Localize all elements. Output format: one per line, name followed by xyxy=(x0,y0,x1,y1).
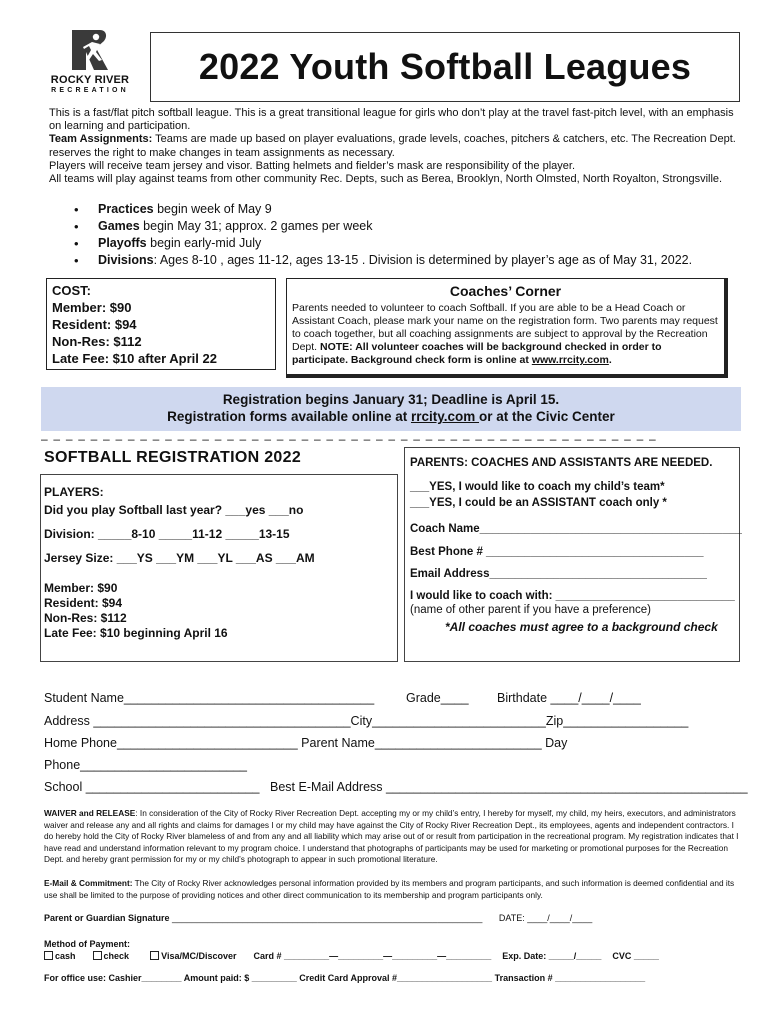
school-field[interactable]: School _________________________ xyxy=(44,780,260,794)
bullet-label: Practices xyxy=(98,202,154,216)
team-assignments-label: Team Assignments: xyxy=(49,133,153,146)
payment-label: Method of Payment: xyxy=(44,939,131,949)
email-commitment-text: The City of Rocky River acknowledges personal information provided by its members and program participants, and such information is deemed confidential and its use shall be limited to the purpose of providing notices and other direct communication to its membership and program participants only. xyxy=(44,878,735,900)
page-title: 2022 Youth Softball Leagues xyxy=(150,32,740,102)
day-phone-field[interactable]: Phone________________________ xyxy=(44,758,247,772)
registration-dates: Registration begins January 31; Deadline is April 15. xyxy=(222,392,560,407)
list-item xyxy=(74,201,734,218)
home-phone-field[interactable]: Home Phone__________________________ Parent Name________________________ Day xyxy=(44,736,568,750)
logo-subtitle: RECREATION xyxy=(51,87,129,94)
coaches-corner-box xyxy=(286,278,728,378)
jersey-size-options[interactable]: Jersey Size: ___YS ___YM ___YL ___AS ___AM xyxy=(44,551,315,565)
bullet-label: Divisions xyxy=(98,253,154,267)
coach-email-field[interactable]: Email Address__________________________________ xyxy=(410,568,707,580)
equipment-paragraph: Players will receive team jersey and visor. Batting helmets and fielder’s mask are responsibility of the player. xyxy=(49,159,576,172)
cost-nonres: Non-Res: $112 xyxy=(52,334,142,349)
players-label: PLAYERS: xyxy=(44,485,104,499)
team-assignments-text: Teams are made up based on player evaluations, grade levels, coaches, pitchers & catchers, etc. The Recreation Dept. reserves the right to make changes in team assignments as necessary. xyxy=(49,133,736,159)
intro-paragraph: This is a fast/flat pitch softball league. This is a great transitional league for girls who don’t play at the travel fast-pitch level, with an emphasis on learning and participation. xyxy=(49,107,734,133)
registration-location xyxy=(41,408,741,425)
rrcity-link[interactable]: www.rrcity.com xyxy=(531,354,609,366)
registration-banner xyxy=(41,387,741,431)
student-name-field[interactable]: Student Name____________________________________ xyxy=(44,691,375,705)
coach-with-note: (name of other parent if you have a preference) xyxy=(410,604,652,616)
coaches-note-end: . xyxy=(608,354,612,366)
grade-field[interactable]: Grade____ xyxy=(406,691,469,705)
cost-box xyxy=(46,278,276,370)
registration-location-text: Registration forms available online at xyxy=(167,409,411,424)
schedule-list xyxy=(74,201,734,269)
address-field[interactable]: Address _____________________________________City_________________________Zip__________________ xyxy=(44,714,689,728)
list-item xyxy=(74,235,734,252)
intro-text xyxy=(49,107,739,186)
cost-heading: COST: xyxy=(52,283,91,298)
waiver-text: : In consideration of the City of Rocky River Recreation Dept. accepting my or my child’s entry, I hereby for myself, my child, my heirs, executors, and administrators waiver and release any and all rights and claims for damages I or my child may have against the City of Rocky River Recreation Dept., its employees, agents and independent contractors. I do hereby hold the City of Rocky River blameless of and from any and all liability which may arise out of or result from participation in the recreational program. My registration indicates that I have read and understand information relevant to my program choice. I understand that photographs of participants may be used for marketing or promotional purposes for the Recreation Dept. and hereby grant permission for my or my child’s photograph to appear in such promotional literature. xyxy=(44,808,739,864)
signature-date-field[interactable]: DATE: ____/____/____ xyxy=(498,913,593,923)
card-label: Visa/MC/Discover xyxy=(161,951,237,961)
list-item xyxy=(74,218,734,235)
best-phone-field[interactable]: Best Phone # __________________________________ xyxy=(410,546,704,558)
email-commitment-label: E-Mail & Commitment: xyxy=(44,878,133,888)
coach-assistant-option[interactable]: ___YES, I could be an ASSISTANT coach only * xyxy=(410,497,667,509)
coaches-note: NOTE: All volunteer coaches will be background checked in order to participate. Background check form is online at xyxy=(292,341,662,366)
cash-checkbox[interactable] xyxy=(44,951,53,960)
check-checkbox[interactable] xyxy=(93,951,102,960)
best-email-field[interactable]: Best E-Mail Address ____________________________________________________ xyxy=(270,780,748,794)
waiver-label: WAIVER and RELEASE xyxy=(44,808,136,818)
card-number-field[interactable]: Card # _________—_________—_________—_________ xyxy=(253,951,492,961)
last-year-question[interactable]: Did you play Softball last year? ___yes ___no xyxy=(44,503,304,517)
cost-resident: Resident: $94 xyxy=(52,317,137,332)
registration-form-title: SOFTBALL REGISTRATION 2022 xyxy=(44,449,302,466)
exp-date-field[interactable]: Exp. Date: _____/_____ xyxy=(502,951,602,961)
rrcity-registration-link[interactable]: rrcity.com xyxy=(410,409,480,424)
form-late-fee: Late Fee: $10 beginning April 16 xyxy=(44,626,228,640)
email-commitment xyxy=(44,878,740,901)
opponents-paragraph: All teams will play against teams from other community Rec. Depts, such as Berea, Brooklyn, North Olmsted, North Royalton, Strongsville. xyxy=(49,173,723,186)
cvc-field[interactable]: CVC _____ xyxy=(612,951,659,961)
bullet-text: begin May 31; approx. 2 games per week xyxy=(139,219,373,233)
form-cost-resident: Resident: $94 xyxy=(44,596,123,610)
payment-method xyxy=(44,938,659,962)
division-options[interactable]: Division: _____8-10 _____11-12 _____13-15 xyxy=(44,527,290,541)
rocky-river-logo xyxy=(44,30,136,96)
bullet-text: begin week of May 9 xyxy=(153,202,272,216)
bullet-label: Games xyxy=(98,219,140,233)
coaches-corner-heading: Coaches’ Corner xyxy=(449,283,562,299)
bullet-text: : Ages 8-10 , ages 11-12, ages 13-15 . Division is determined by player’s age as of May 31, 2022. xyxy=(153,253,693,267)
waiver-release xyxy=(44,808,740,866)
logo-name: ROCKY RIVER xyxy=(50,74,130,86)
registration-location-end: or at the Civic Center xyxy=(479,409,615,424)
list-item xyxy=(74,252,734,269)
coach-with-field[interactable]: I would like to coach with: ____________________________ xyxy=(410,590,735,602)
form-cost-nonres: Non-Res: $112 xyxy=(44,611,127,625)
coach-head-option[interactable]: ___YES, I would like to coach my child’s team* xyxy=(410,481,665,493)
bullet-text: begin early-mid July xyxy=(146,236,262,250)
runner-logo-icon xyxy=(70,30,110,70)
players-box xyxy=(40,474,398,662)
cut-line: – – – – – – – – – – – – – – – – – – – – – – – – – – – – – – – – – – – – – – – – – – – – – – – – – – xyxy=(41,432,657,446)
bullet-label: Playoffs xyxy=(98,236,147,250)
birthdate-field[interactable]: Birthdate ____/____/____ xyxy=(497,691,641,705)
signature-line xyxy=(44,913,592,923)
parents-coaches-box xyxy=(404,447,740,662)
coaches-corner-text: Parents needed to volunteer to coach Softball. If you are able to be a Head Coach or Assistant Coach, please mark your name on the registration form. Two parents may request to coach together, but all coaching assignments are subject to approval by the Recreation Dept. xyxy=(292,302,718,353)
cost-late-fee: Late Fee: $10 after April 22 xyxy=(52,351,217,366)
check-label: check xyxy=(103,951,130,961)
office-use-line: For office use: Cashier________ Amount paid: $ _________ Credit Card Approval #___________________ Transaction # __________________ xyxy=(44,973,646,983)
parents-heading: PARENTS: COACHES AND ASSISTANTS ARE NEEDED. xyxy=(410,457,713,469)
form-cost-member: Member: $90 xyxy=(44,581,118,595)
cost-member: Member: $90 xyxy=(52,300,132,315)
background-check-note: *All coaches must agree to a background check xyxy=(445,620,718,634)
cash-label: cash xyxy=(55,951,76,961)
coach-name-field[interactable]: Coach Name_________________________________________ xyxy=(410,523,742,535)
signature-label: Parent or Guardian Signature xyxy=(44,913,170,923)
card-checkbox[interactable] xyxy=(150,951,159,960)
signature-field[interactable]: ______________________________________________________________ xyxy=(169,913,483,923)
team-assignments-paragraph xyxy=(49,133,739,159)
